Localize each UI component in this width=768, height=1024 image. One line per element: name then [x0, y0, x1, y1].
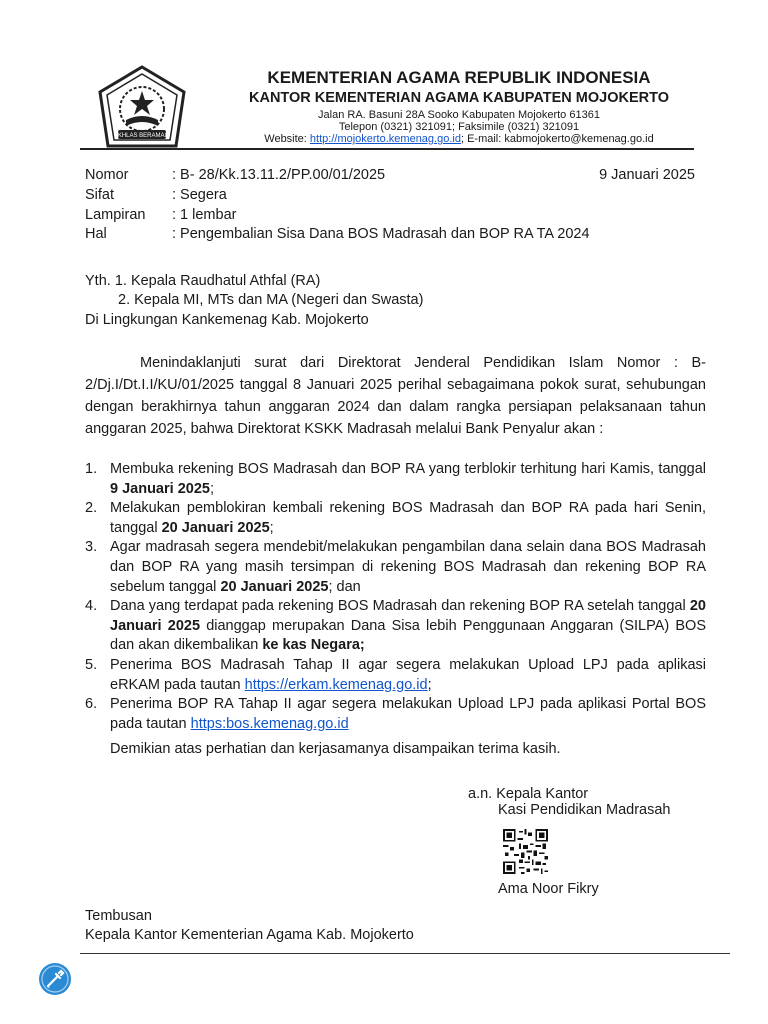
cc-title: Tembusan [85, 908, 152, 924]
bos-portal-link[interactable]: https:bos.kemenag.go.id [190, 715, 349, 732]
hal-value: : Pengembalian Sisa Dana BOS Madrasah dan BOP RA TA 2024 [172, 226, 590, 242]
list-item: 3. Agar madrasah segera mendebit/melakukan pengambilan dana selain dana BOS Madrasah dan BOP RA yang masih tersimpan di rekening BOS Madrasah dan rekening BOP RA sebelum tanggal 20 Januari 2025; dan [85, 539, 706, 595]
office-phone: Telepon (0321) 321091; Faksimile (0321) 321091 [338, 121, 580, 133]
list-item: 5. Penerima BOS Madrasah Tahap II agar segera melakukan Upload LPJ pada aplikasi eRKAM pada tautan https://erkam.kemenag.go.id; [85, 656, 706, 693]
list-item: 1. Membuka rekening BOS Madrasah dan BOP RA yang terblokir terhitung hari Kamis, tanggal 9 Januari 2025; [85, 461, 706, 497]
e-signature-icon [38, 962, 72, 996]
cc-item: Kepala Kantor Kementerian Agama Kab. Mojokerto [85, 927, 414, 943]
sifat-value: : Segera [172, 187, 227, 203]
list-item: 6. Penerima BOP RA Tahap II agar segera melakukan Upload LPJ pada aplikasi Portal BOS pada tautan https:bos.kemenag.go.id [85, 696, 706, 732]
logo-motto: IKHLAS BERAMAL [116, 133, 168, 139]
signatory-name: Ama Noor Fikry [498, 881, 599, 897]
list-item: 2. Melakukan pemblokiran kembali rekening BOS Madrasah dan BOP RA pada hari Senin, tanggal 20 Januari 2025; [85, 500, 706, 536]
lampiran-label: Lampiran [85, 207, 146, 223]
closing-text: Demikian atas perhatian dan kerjasamanya disampaikan terima kasih. [110, 741, 561, 757]
recipient-1: Yth. 1. Kepala Raudhatul Athfal (RA) [85, 273, 321, 289]
nomor-value: : B- 28/Kk.13.11.2/PP.00/01/2025 [172, 167, 386, 183]
points-list [85, 460, 706, 734]
office-address: Jalan RA. Basuni 28A Sooko Kabupaten Mojokerto 61361 [318, 109, 600, 121]
hal-label: Hal [85, 226, 107, 242]
email-text: ; E-mail: kabmojokerto@kemenag.go.id [460, 133, 654, 145]
signatory-title: Kasi Pendidikan Madrasah [498, 802, 671, 818]
sifat-label: Sifat [85, 187, 115, 203]
nomor-label: Nomor [85, 167, 129, 183]
footer-divider [80, 953, 730, 954]
recipient-2: 2. Kepala MI, MTs dan MA (Negeri dan Swasta) [118, 292, 424, 308]
erkam-link[interactable]: https://erkam.kemenag.go.id [244, 676, 428, 693]
office-title: KANTOR KEMENTERIAN AGAMA KABUPATEN MOJOKERTO [249, 90, 669, 106]
kemenag-logo-icon [96, 64, 188, 156]
lampiran-value: : 1 lembar [172, 207, 237, 223]
website-label: Website: [264, 133, 310, 145]
website-link[interactable]: http://mojokerto.kemenag.go.id [309, 133, 461, 145]
intro-paragraph: Menindaklanjuti surat dari Direktorat Jenderal Pendidikan Islam Nomor : B-2/Dj.I/Dt.I.I/KU/01/2025 tanggal 8 Januari 2025 perihal sebagaimana pokok surat, sehubungan dengan berakhirnya tahun anggaran 2024 dan dalam rangka persiapan pelaksanaan tahun anggaran 2025, bahwa Direktorat KSKK Madrasah melalui Bank Penyalur akan : [85, 355, 706, 437]
recipient-location: Di Lingkungan Kankemenag Kab. Mojokerto [85, 312, 369, 328]
qr-code-icon [503, 829, 548, 874]
header-divider [80, 148, 694, 150]
letter-date: 9 Januari 2025 [599, 167, 695, 183]
ministry-title: KEMENTERIAN AGAMA REPUBLIK INDONESIA [267, 68, 651, 87]
signatory-on-behalf: a.n. Kepala Kantor [468, 786, 589, 802]
office-contact [200, 133, 718, 146]
list-item: 4. Dana yang terdapat pada rekening BOS Madrasah dan rekening BOP RA setelah tanggal 20 Januari 2025 dianggap merupakan Dana Sisa lebih Penggunaan Anggaran (SILPA) BOS dan akan dikembalikan ke kas Negara; [85, 598, 706, 654]
